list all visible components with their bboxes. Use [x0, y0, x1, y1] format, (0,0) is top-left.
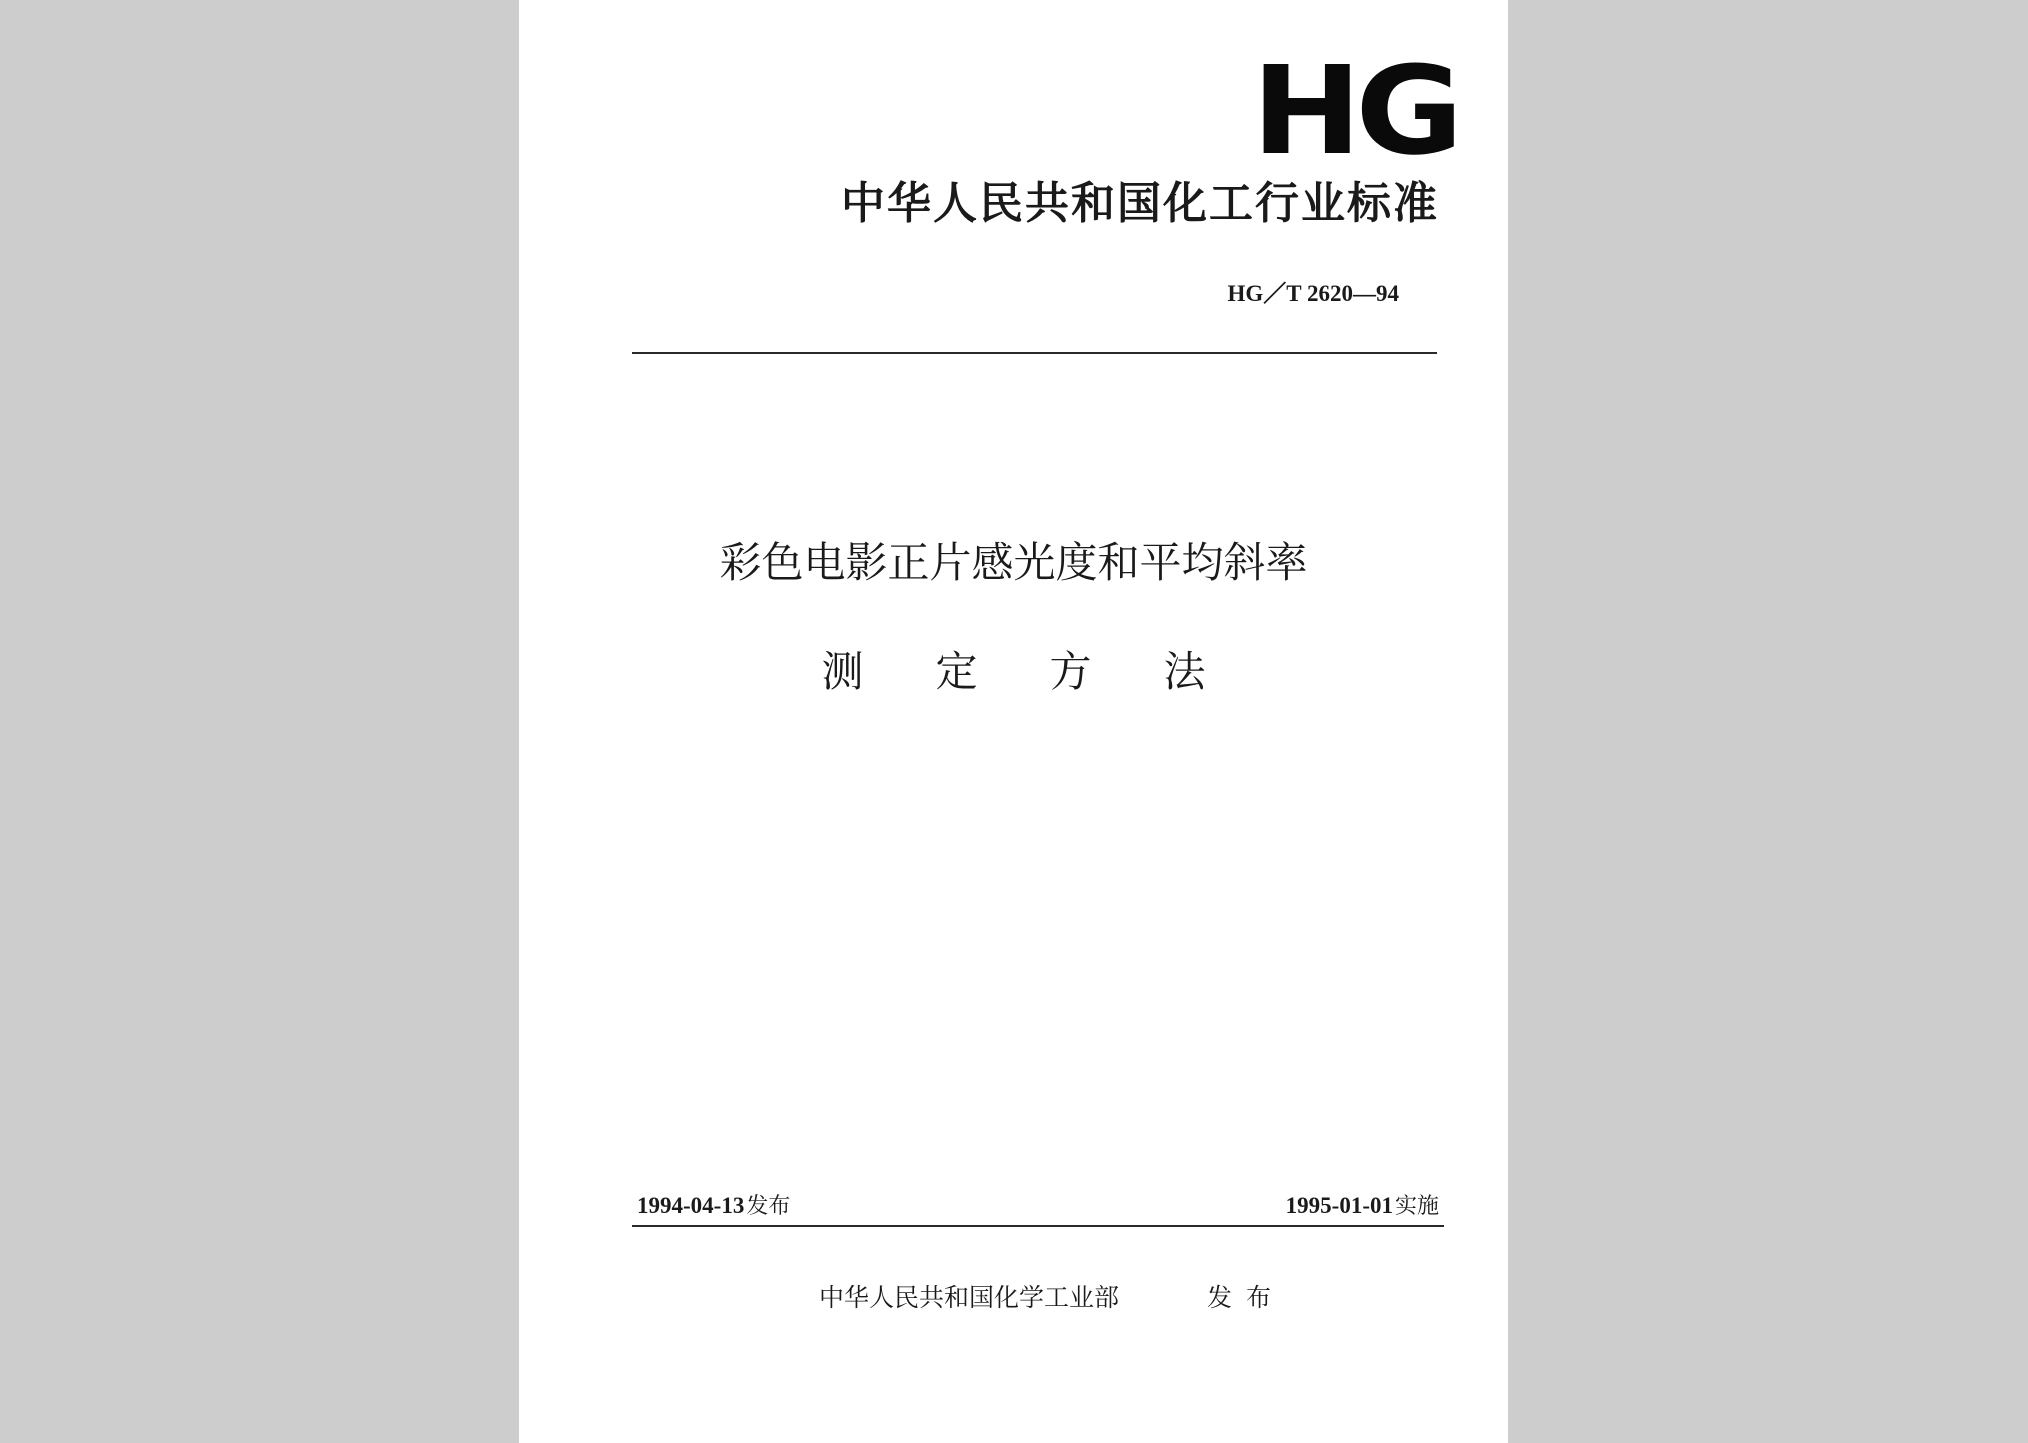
footer-divider	[632, 1225, 1444, 1227]
standard-title: 中华人民共和国化工行业标准	[841, 178, 1439, 229]
header-divider	[632, 352, 1437, 354]
issue-date-line	[637, 1190, 790, 1223]
document-subtitle: 测定方法	[821, 647, 1278, 696]
document-title: 彩色电影正片感光度和平均斜率	[719, 538, 1308, 587]
standard-code: HG／T 2620—94	[1227, 281, 1399, 306]
document-page	[519, 0, 1508, 1443]
publish-label: 发布	[1207, 1283, 1286, 1312]
issue-date: 1994-04-13	[637, 1193, 745, 1218]
implementation-label: 实施	[1394, 1194, 1439, 1219]
implementation-date-line	[1286, 1190, 1439, 1223]
hg-logo: HG	[1251, 40, 1457, 182]
issue-label: 发布	[746, 1194, 791, 1219]
implementation-date: 1995-01-01	[1285, 1193, 1393, 1218]
publisher-name: 中华人民共和国化学工业部	[819, 1283, 1120, 1312]
